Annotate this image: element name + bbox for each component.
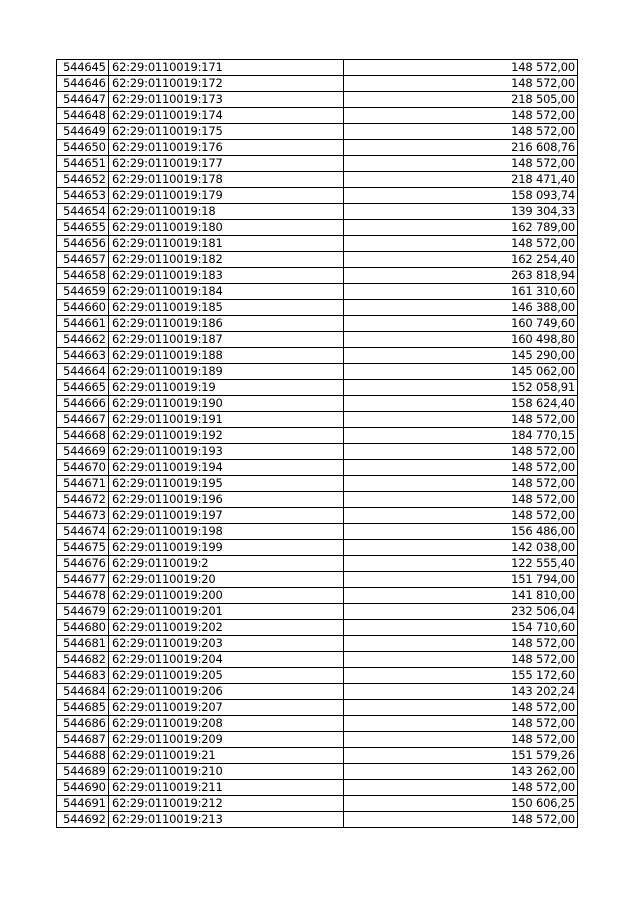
cadastral-value-cell: 141 810,00 (344, 588, 578, 604)
row-number-cell: 544658 (57, 268, 109, 284)
cadastral-value-cell: 152 058,91 (344, 380, 578, 396)
cadastral-value-cell: 216 608,76 (344, 140, 578, 156)
cadastral-number-cell: 62:29:0110019:200 (109, 588, 344, 604)
cadastral-number-cell: 62:29:0110019:196 (109, 492, 344, 508)
cadastral-value-cell: 122 555,40 (344, 556, 578, 572)
row-number-cell: 544671 (57, 476, 109, 492)
row-number-cell: 544680 (57, 620, 109, 636)
table-row (57, 140, 578, 156)
table-row (57, 700, 578, 716)
cadastral-value-cell: 139 304,33 (344, 204, 578, 220)
table-row (57, 556, 578, 572)
cadastral-value-cell: 148 572,00 (344, 60, 578, 76)
cadastral-value-cell: 162 789,00 (344, 220, 578, 236)
cadastral-number-cell: 62:29:0110019:208 (109, 716, 344, 732)
table-row (57, 476, 578, 492)
row-number-cell: 544648 (57, 108, 109, 124)
table-row (57, 316, 578, 332)
table-row (57, 188, 578, 204)
cadastral-value-cell: 145 062,00 (344, 364, 578, 380)
cadastral-value-cell: 148 572,00 (344, 124, 578, 140)
cadastral-value-cell: 148 572,00 (344, 108, 578, 124)
cadastral-number-cell: 62:29:0110019:192 (109, 428, 344, 444)
cadastral-value-cell: 150 606,25 (344, 796, 578, 812)
row-number-cell: 544652 (57, 172, 109, 188)
cadastral-value-cell: 143 202,24 (344, 684, 578, 700)
row-number-cell: 544647 (57, 92, 109, 108)
table-row (57, 716, 578, 732)
cadastral-number-cell: 62:29:0110019:204 (109, 652, 344, 668)
cadastral-number-cell: 62:29:0110019:2 (109, 556, 344, 572)
row-number-cell: 544651 (57, 156, 109, 172)
cadastral-number-cell: 62:29:0110019:177 (109, 156, 344, 172)
cadastral-number-cell: 62:29:0110019:179 (109, 188, 344, 204)
row-number-cell: 544662 (57, 332, 109, 348)
row-number-cell: 544660 (57, 300, 109, 316)
cadastral-number-cell: 62:29:0110019:209 (109, 732, 344, 748)
cadastral-value-cell: 148 572,00 (344, 476, 578, 492)
table-row (57, 300, 578, 316)
table-row (57, 252, 578, 268)
table-row (57, 636, 578, 652)
table-row (57, 380, 578, 396)
table-row (57, 220, 578, 236)
row-number-cell: 544691 (57, 796, 109, 812)
row-number-cell: 544670 (57, 460, 109, 476)
table-body (57, 60, 578, 828)
table-row (57, 76, 578, 92)
cadastral-number-cell: 62:29:0110019:202 (109, 620, 344, 636)
table-row (57, 748, 578, 764)
cadastral-number-cell: 62:29:0110019:210 (109, 764, 344, 780)
cadastral-value-cell: 148 572,00 (344, 716, 578, 732)
table-row (57, 92, 578, 108)
table-row (57, 204, 578, 220)
cadastral-value-cell: 148 572,00 (344, 780, 578, 796)
cadastral-value-cell: 148 572,00 (344, 700, 578, 716)
cadastral-value-cell: 154 710,60 (344, 620, 578, 636)
cadastral-number-cell: 62:29:0110019:203 (109, 636, 344, 652)
cadastral-number-cell: 62:29:0110019:201 (109, 604, 344, 620)
cadastral-value-cell: 160 749,60 (344, 316, 578, 332)
cadastral-value-cell: 158 093,74 (344, 188, 578, 204)
cadastral-value-cell: 145 290,00 (344, 348, 578, 364)
cadastral-number-cell: 62:29:0110019:186 (109, 316, 344, 332)
cadastral-number-cell: 62:29:0110019:171 (109, 60, 344, 76)
cadastral-value-cell: 143 262,00 (344, 764, 578, 780)
cadastral-number-cell: 62:29:0110019:198 (109, 524, 344, 540)
cadastral-number-cell: 62:29:0110019:185 (109, 300, 344, 316)
row-number-cell: 544672 (57, 492, 109, 508)
table-row (57, 396, 578, 412)
cadastral-number-cell: 62:29:0110019:188 (109, 348, 344, 364)
row-number-cell: 544688 (57, 748, 109, 764)
cadastral-number-cell: 62:29:0110019:190 (109, 396, 344, 412)
row-number-cell: 544682 (57, 652, 109, 668)
cadastral-number-cell: 62:29:0110019:174 (109, 108, 344, 124)
cadastral-number-cell: 62:29:0110019:187 (109, 332, 344, 348)
cadastral-number-cell: 62:29:0110019:184 (109, 284, 344, 300)
table-row (57, 732, 578, 748)
cadastral-value-cell: 184 770,15 (344, 428, 578, 444)
row-number-cell: 544656 (57, 236, 109, 252)
row-number-cell: 544649 (57, 124, 109, 140)
row-number-cell: 544655 (57, 220, 109, 236)
row-number-cell: 544689 (57, 764, 109, 780)
row-number-cell: 544674 (57, 524, 109, 540)
row-number-cell: 544650 (57, 140, 109, 156)
table-row (57, 444, 578, 460)
table-row (57, 268, 578, 284)
cadastral-number-cell: 62:29:0110019:191 (109, 412, 344, 428)
cadastral-number-cell: 62:29:0110019:193 (109, 444, 344, 460)
cadastral-value-cell: 151 794,00 (344, 572, 578, 588)
row-number-cell: 544690 (57, 780, 109, 796)
cadastral-value-cell: 162 254,40 (344, 252, 578, 268)
cadastral-value-cell: 146 388,00 (344, 300, 578, 316)
row-number-cell: 544664 (57, 364, 109, 380)
cadastral-number-cell: 62:29:0110019:180 (109, 220, 344, 236)
cadastral-value-cell: 148 572,00 (344, 412, 578, 428)
row-number-cell: 544692 (57, 812, 109, 828)
row-number-cell: 544687 (57, 732, 109, 748)
row-number-cell: 544684 (57, 684, 109, 700)
row-number-cell: 544681 (57, 636, 109, 652)
cadastral-number-cell: 62:29:0110019:181 (109, 236, 344, 252)
table-row (57, 172, 578, 188)
cadastral-value-cell: 148 572,00 (344, 652, 578, 668)
row-number-cell: 544666 (57, 396, 109, 412)
table-row (57, 764, 578, 780)
row-number-cell: 544679 (57, 604, 109, 620)
cadastral-number-cell: 62:29:0110019:182 (109, 252, 344, 268)
table-row (57, 460, 578, 476)
cadastral-value-cell: 161 310,60 (344, 284, 578, 300)
table-row (57, 652, 578, 668)
table-row (57, 796, 578, 812)
cadastral-value-cell: 142 038,00 (344, 540, 578, 556)
cadastral-number-cell: 62:29:0110019:211 (109, 780, 344, 796)
row-number-cell: 544668 (57, 428, 109, 444)
cadastral-value-cell: 148 572,00 (344, 732, 578, 748)
cadastral-number-cell: 62:29:0110019:205 (109, 668, 344, 684)
cadastral-number-cell: 62:29:0110019:189 (109, 364, 344, 380)
table-row (57, 236, 578, 252)
table-row (57, 812, 578, 828)
cadastral-number-cell: 62:29:0110019:207 (109, 700, 344, 716)
cadastral-value-cell: 148 572,00 (344, 236, 578, 252)
row-number-cell: 544667 (57, 412, 109, 428)
table-row (57, 540, 578, 556)
cadastral-number-cell: 62:29:0110019:212 (109, 796, 344, 812)
cadastral-value-cell: 148 572,00 (344, 444, 578, 460)
cadastral-value-cell: 218 471,40 (344, 172, 578, 188)
cadastral-number-cell: 62:29:0110019:18 (109, 204, 344, 220)
row-number-cell: 544663 (57, 348, 109, 364)
row-number-cell: 544683 (57, 668, 109, 684)
cadastral-value-table (56, 59, 578, 828)
cadastral-value-cell: 160 498,80 (344, 332, 578, 348)
table-row (57, 412, 578, 428)
table-row (57, 684, 578, 700)
table-row (57, 60, 578, 76)
cadastral-value-cell: 148 572,00 (344, 460, 578, 476)
cadastral-value-cell: 148 572,00 (344, 76, 578, 92)
table-row (57, 364, 578, 380)
row-number-cell: 544673 (57, 508, 109, 524)
cadastral-number-cell: 62:29:0110019:194 (109, 460, 344, 476)
table-row (57, 588, 578, 604)
row-number-cell: 544678 (57, 588, 109, 604)
row-number-cell: 544646 (57, 76, 109, 92)
table-row (57, 332, 578, 348)
table-row (57, 620, 578, 636)
cadastral-number-cell: 62:29:0110019:172 (109, 76, 344, 92)
cadastral-number-cell: 62:29:0110019:176 (109, 140, 344, 156)
cadastral-number-cell: 62:29:0110019:175 (109, 124, 344, 140)
row-number-cell: 544677 (57, 572, 109, 588)
table-row (57, 108, 578, 124)
cadastral-value-cell: 148 572,00 (344, 508, 578, 524)
cadastral-number-cell: 62:29:0110019:195 (109, 476, 344, 492)
cadastral-number-cell: 62:29:0110019:19 (109, 380, 344, 396)
cadastral-value-cell: 156 486,00 (344, 524, 578, 540)
row-number-cell: 544685 (57, 700, 109, 716)
row-number-cell: 544686 (57, 716, 109, 732)
row-number-cell: 544661 (57, 316, 109, 332)
cadastral-number-cell: 62:29:0110019:183 (109, 268, 344, 284)
row-number-cell: 544675 (57, 540, 109, 556)
row-number-cell: 544665 (57, 380, 109, 396)
table-row (57, 572, 578, 588)
cadastral-value-cell: 263 818,94 (344, 268, 578, 284)
cadastral-value-cell: 148 572,00 (344, 492, 578, 508)
table-row (57, 668, 578, 684)
table-row (57, 124, 578, 140)
table-row (57, 156, 578, 172)
row-number-cell: 544659 (57, 284, 109, 300)
table-row (57, 284, 578, 300)
table-row (57, 780, 578, 796)
row-number-cell: 544657 (57, 252, 109, 268)
cadastral-value-cell: 155 172,60 (344, 668, 578, 684)
cadastral-value-cell: 148 572,00 (344, 636, 578, 652)
cadastral-number-cell: 62:29:0110019:197 (109, 508, 344, 524)
cadastral-value-cell: 148 572,00 (344, 812, 578, 828)
cadastral-number-cell: 62:29:0110019:178 (109, 172, 344, 188)
cadastral-number-cell: 62:29:0110019:21 (109, 748, 344, 764)
table-row (57, 524, 578, 540)
table-row (57, 492, 578, 508)
cadastral-number-cell: 62:29:0110019:20 (109, 572, 344, 588)
table-row (57, 508, 578, 524)
cadastral-value-cell: 151 579,26 (344, 748, 578, 764)
cadastral-number-cell: 62:29:0110019:213 (109, 812, 344, 828)
table-row (57, 428, 578, 444)
cadastral-value-cell: 232 506,04 (344, 604, 578, 620)
cadastral-value-cell: 158 624,40 (344, 396, 578, 412)
cadastral-number-cell: 62:29:0110019:199 (109, 540, 344, 556)
row-number-cell: 544676 (57, 556, 109, 572)
row-number-cell: 544669 (57, 444, 109, 460)
cadastral-value-cell: 218 505,00 (344, 92, 578, 108)
table-row (57, 604, 578, 620)
row-number-cell: 544653 (57, 188, 109, 204)
row-number-cell: 544654 (57, 204, 109, 220)
row-number-cell: 544645 (57, 60, 109, 76)
cadastral-number-cell: 62:29:0110019:173 (109, 92, 344, 108)
cadastral-number-cell: 62:29:0110019:206 (109, 684, 344, 700)
table-row (57, 348, 578, 364)
cadastral-value-cell: 148 572,00 (344, 156, 578, 172)
